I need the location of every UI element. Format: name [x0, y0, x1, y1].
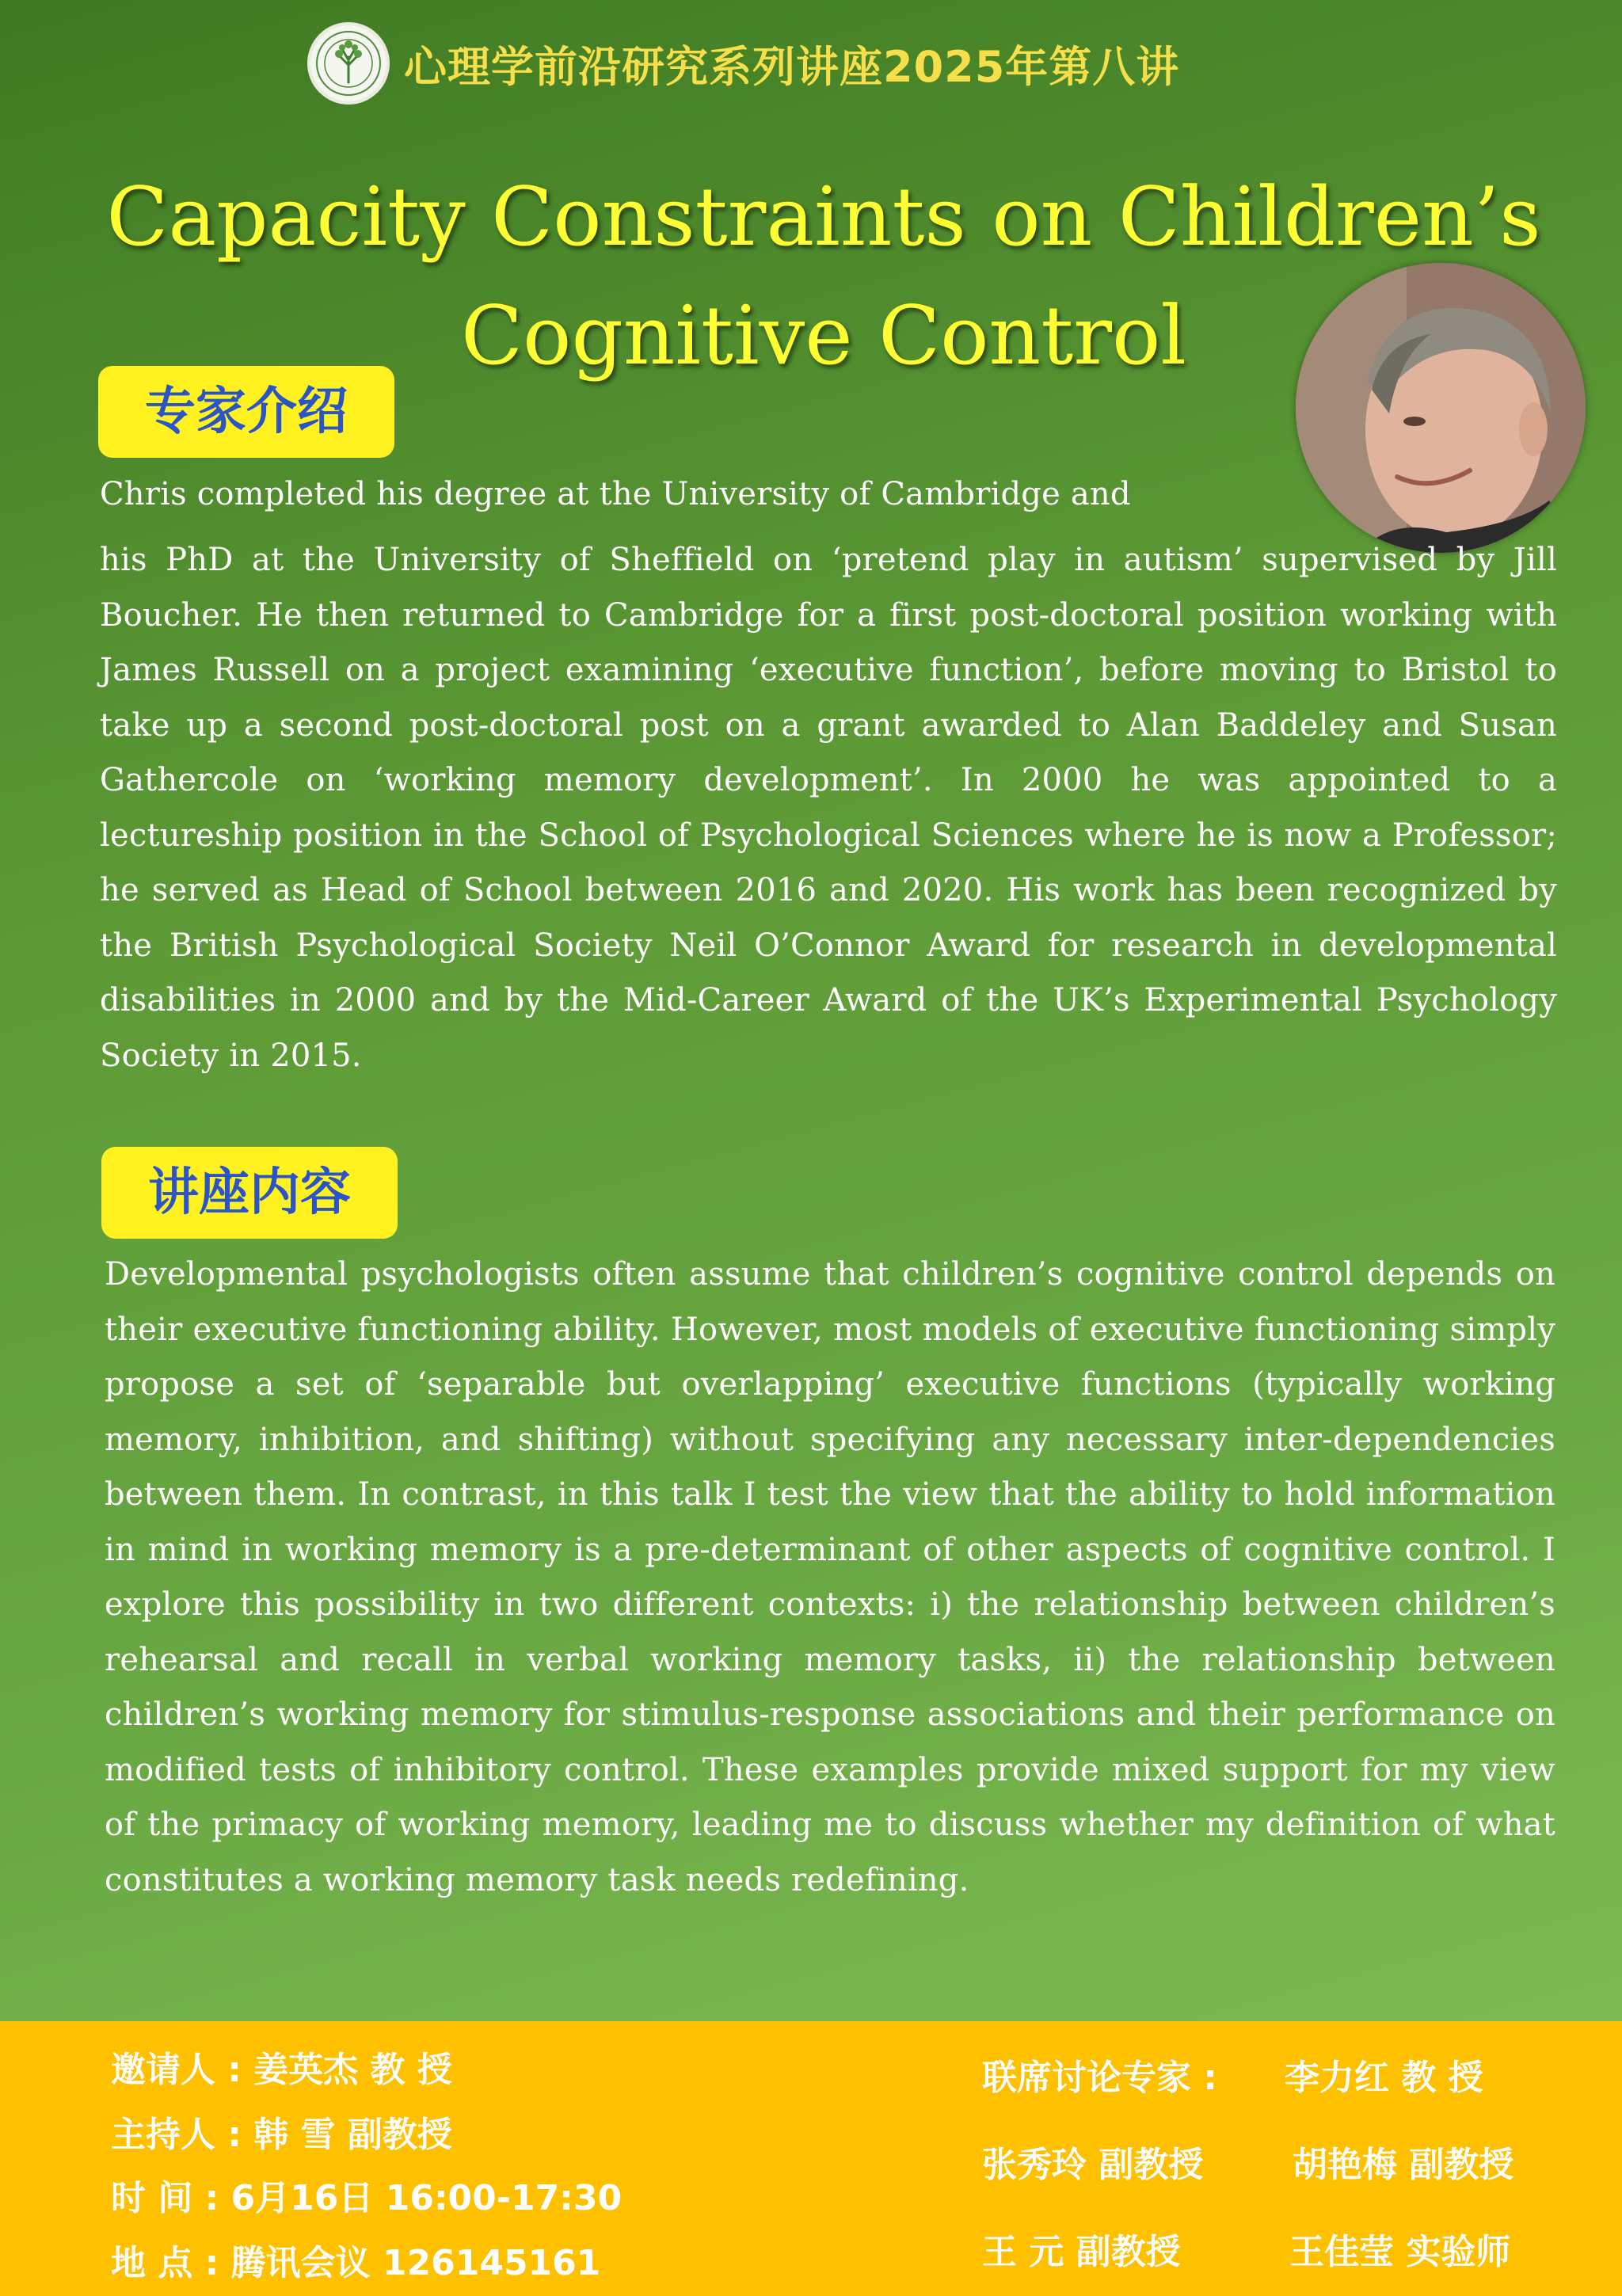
panel-expert-2: 张秀玲 副教授: [982, 2145, 1204, 2185]
time-info: 时 间 : 6月16日 16:00-17:30: [111, 2178, 623, 2218]
panel-expert-5: 王佳莹 实验师: [1289, 2232, 1511, 2272]
panel-expert-1: 李力红 教 授: [1285, 2058, 1483, 2098]
poster-header: [0, 17, 1622, 112]
event-info-footer: [0, 2021, 1622, 2296]
talk-title-line-1: Capacity Constraints on Children’s: [106, 170, 1541, 265]
talk-title-line-2: Cognitive Control: [460, 289, 1186, 383]
host-info: 主持人 : 韩 雪 副教授: [111, 2115, 452, 2155]
lecture-abstract: Developmental psychologists often assume that children’s cognitive control depends on their executive functioning ability. However, most models of executive functioning simply propose a set of ‘separable but overlapping’ executive functions (typically working memory, inhibition, and shifting) without specifying any necessary inter-dependencies between them. In contrast, in this talk I test the view that the ability to hold information in mind in working memory is a pre-determinant of other aspects of cognitive control. I explore this possibility in two different contexts: i) the relationship between children’s rehearsal and recall in verbal working memory tasks, ii) the relationship between children’s working memory for stimulus-response associations and their performance on modified tests of inhibitory control. These examples provide mixed support for my view of the primacy of working memory, leading me to discuss whether my definition of what constitutes a working memory task needs redefining.: [105, 1256, 1555, 1898]
speaker-intro-label: 专家介绍: [98, 366, 394, 458]
panel-expert-3: 胡艳梅 副教授: [1293, 2145, 1514, 2185]
speaker-bio-first-line: Chris completed his degree at the University of Cambridge and: [100, 476, 1131, 512]
lecture-content-label: 讲座内容: [101, 1147, 398, 1239]
inviter-info: 邀请人 : 姜英杰 教 授: [111, 2050, 452, 2090]
panel-expert-4: 王 元 副教授: [982, 2232, 1181, 2272]
location-info: 地 点 : 腾讯会议 126145161: [111, 2243, 601, 2283]
university-seal-icon: [307, 22, 390, 105]
speaker-bio: his PhD at the University of Sheffield on ‘pretend play in autism’ supervised by Jill Boucher. He then returned to Cambridge for a first post-doctoral position working with James Russell on a project examining ‘executive function’, before moving to Bristol to take up a second post-doctoral post on a grant awarded to Alan Baddeley and Susan Gathercole on ‘working memory development’. In 2000 he was appointed to a lectureship position in the School of Psychological Sciences where he is now a Professor; he served as Head of School between 2016 and 2020. His work has been recognized by the British Psychological Society Neil O’Connor Award for research in developmental disabilities in 2000 and by the Mid-Career Award of the UK’s Experimental Psychology Society in 2015.: [100, 542, 1557, 1074]
speaker-portrait: [1296, 263, 1586, 553]
series-title: 心理学前沿研究系列讲座2025年第八讲: [404, 42, 1180, 92]
panel-label: 联席讨论专家 :: [982, 2058, 1217, 2098]
